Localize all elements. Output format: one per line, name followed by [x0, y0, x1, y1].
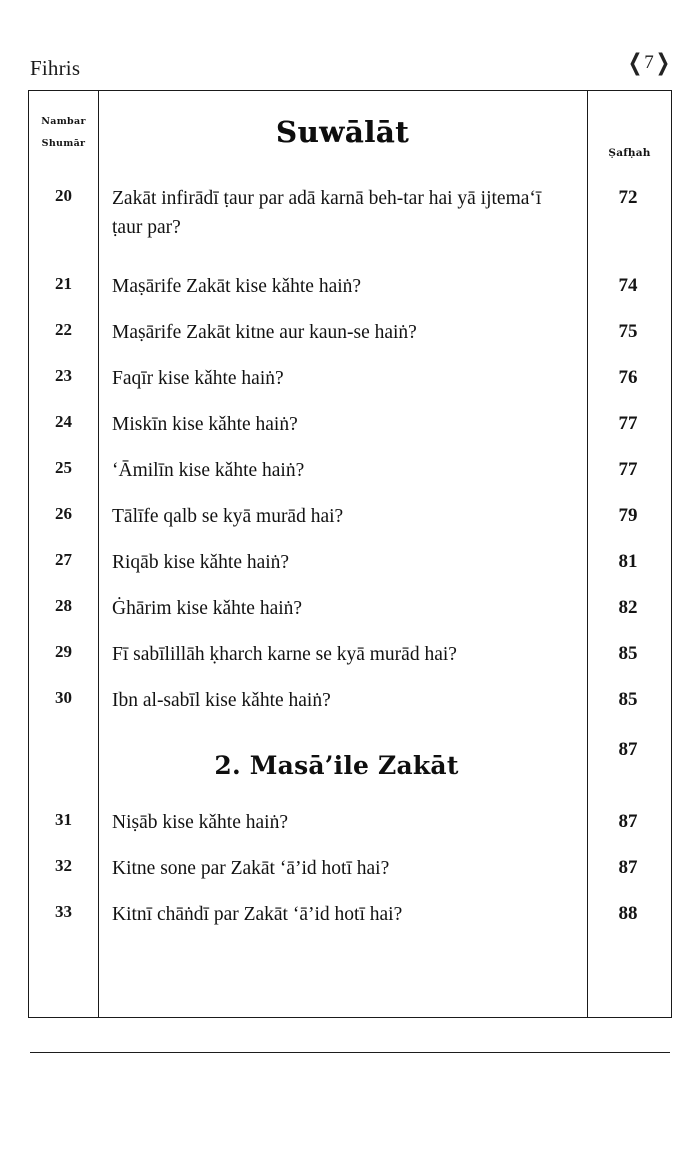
cell-question-text: Maṣārife Zakāt kitne aur kaun-se haiṅ?: [112, 322, 417, 343]
table-row: [29, 451, 671, 497]
cell-page-number: 82: [618, 597, 638, 618]
folio-left-ornament-icon: ❮: [628, 49, 643, 76]
table-row: [29, 267, 671, 313]
cell-entry-number: 31: [55, 810, 72, 829]
cell-page-number: 77: [618, 413, 638, 434]
cell-page-number: 85: [618, 689, 638, 710]
table-row: [29, 895, 671, 941]
cell-entry-number: 20: [55, 186, 72, 205]
cell-question-text: Miskīn kise kǎhte haiṅ?: [112, 414, 298, 435]
cell-question-text: Ġhārim kise kǎhte haiṅ?: [112, 598, 303, 619]
cell-entry-number: 25: [55, 458, 72, 477]
header-cell-title: [98, 91, 587, 173]
table-body: [29, 173, 671, 1019]
cell-question-text: Kitne sone par Zakāt ‘ā’id hotī hai?: [112, 858, 390, 879]
header-cell-page: [587, 91, 672, 173]
table-row: [29, 849, 671, 895]
cell-entry-number: 21: [55, 274, 72, 293]
cell-page-number: 87: [618, 857, 638, 878]
cell-entry-number: [29, 727, 98, 733]
cell-page-number: 88: [618, 903, 638, 924]
cell-page-number: 87: [618, 811, 638, 832]
cell-question-text: Riqāb kise kǎhte haiṅ?: [112, 552, 290, 573]
cell-question-text: Ibn al-sabīl kise kǎhte haiṅ?: [112, 690, 331, 711]
table-row: [29, 359, 671, 405]
header-cell-number: [29, 91, 98, 173]
table-row: [29, 313, 671, 359]
cell-entry-number: 28: [55, 596, 72, 615]
table-row: [29, 681, 671, 727]
cell-page-number: 77: [618, 459, 638, 480]
cell-question-text: Fī sabīlillāh ḳharch karne se kyā murād hai?: [112, 644, 457, 665]
folio-right-ornament-icon: ❯: [655, 49, 670, 76]
table-row: [29, 589, 671, 635]
footer-rule: [30, 1052, 670, 1053]
cell-entry-number: 29: [55, 642, 72, 661]
cell-question-text: Maṣārife Zakāt kise kǎhte haiṅ?: [112, 276, 362, 297]
cell-page-number: 75: [618, 321, 638, 342]
table-row: [29, 803, 671, 849]
cell-entry-number: 32: [55, 856, 72, 875]
cell-page-number: 87: [618, 739, 638, 760]
table-row: [29, 179, 671, 267]
cell-entry-number: 30: [55, 688, 72, 707]
table-row: [29, 405, 671, 451]
cell-entry-number: 27: [55, 550, 72, 569]
page-number: 7: [644, 52, 654, 73]
cell-entry-number: 23: [55, 366, 72, 385]
cell-entry-number: 33: [55, 902, 72, 921]
cell-question-text: Faqīr kise kǎhte haiṅ?: [112, 368, 284, 389]
cell-page-number: 74: [618, 275, 638, 296]
header-number-line2: Shumār: [41, 137, 86, 149]
folio: [628, 49, 670, 76]
cell-page-number: 79: [618, 505, 638, 526]
table-row: [29, 635, 671, 681]
header-title-text: Suwālāt: [275, 115, 410, 149]
cell-entry-number: 22: [55, 320, 72, 339]
table-row: [29, 543, 671, 589]
contents-table: [28, 90, 672, 1018]
cell-question-text: Tālīfe qalb se kyā murād hai?: [112, 506, 344, 527]
section-heading-row: [29, 727, 671, 803]
cell-question-text: Zakāt infirādī ṭaur par adā karnā beh-tar hai yā ijtema‘ī ṭaur par?: [112, 188, 542, 238]
header-page-text: Ṣafḥah: [608, 147, 651, 159]
cell-page-number: 81: [618, 551, 638, 572]
section-heading-text: 2. Masā’ile Zakāt: [214, 751, 459, 780]
running-head: [30, 49, 670, 86]
cell-page-number: 76: [618, 367, 638, 388]
running-head-title: Fihris: [30, 56, 81, 80]
cell-entry-number: 26: [55, 504, 72, 523]
table-header-row: [29, 91, 671, 173]
header-number-line1: Nambar: [41, 115, 86, 127]
cell-page-number: 72: [618, 187, 638, 208]
cell-question-text: Niṣāb kise kǎhte haiṅ?: [112, 812, 288, 833]
table-row: [29, 497, 671, 543]
cell-entry-number: 24: [55, 412, 72, 431]
cell-question-text: Kitnī chāṅdī par Zakāt ‘ā’id hotī hai?: [112, 904, 403, 925]
cell-question-text: ‘Āmilīn kise kǎhte haiṅ?: [112, 460, 305, 481]
cell-page-number: 85: [618, 643, 638, 664]
